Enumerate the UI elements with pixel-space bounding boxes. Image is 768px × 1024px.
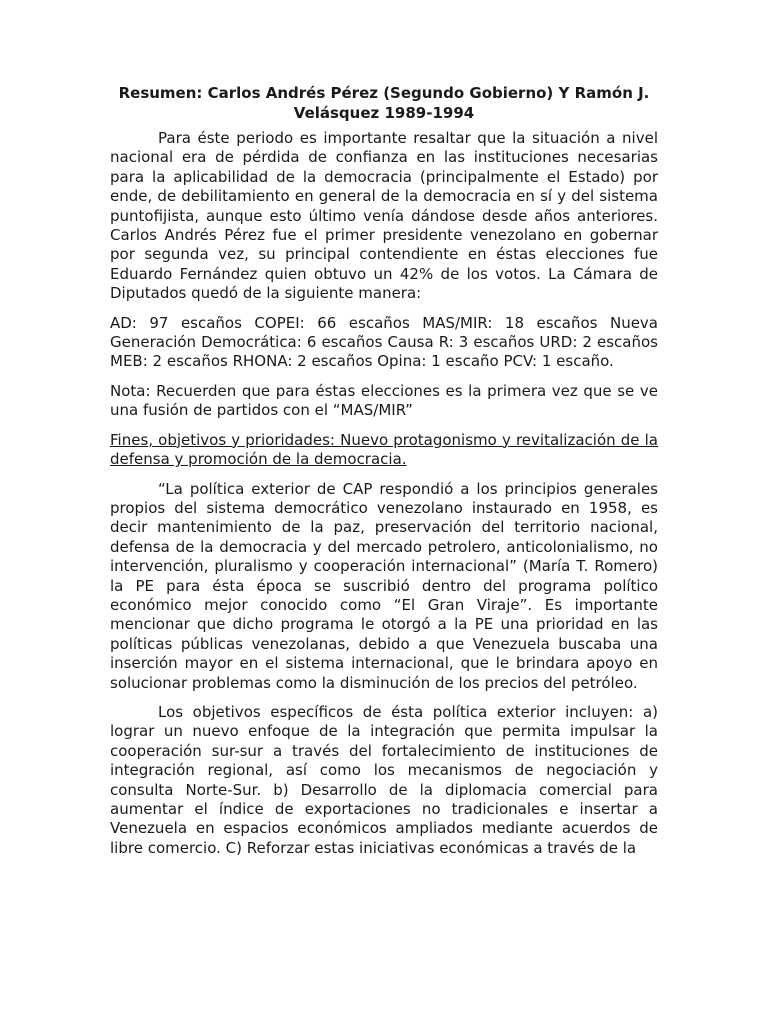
document-body bbox=[110, 83, 658, 868]
paragraph-note: Nota: Recuerden que para éstas elecciones es la primera vez que se ve una fusión de partidos con el “MAS/MIR” bbox=[110, 381, 658, 420]
paragraph-foreign-policy: “La política exterior de CAP respondió a los principios generales propios del sistema democrático venezolano instaurado en 1958, es decir mantenimiento de la paz, preservación del territorio nacional, defensa de la democracia y del mercado petrolero, anticolonialismo, no intervención, pluralismo y cooperación internacional” (María T. Romero) la PE para ésta época se suscribió dentro del programa político económico mejor conocido como “El Gran Viraje”. Es importante mencionar que dicho programa le otorgó a la PE una prioridad en las políticas públicas venezolanas, debido a que Venezuela buscaba una inserción mayor en el sistema internacional, que le brindara apoyo en solucionar problemas como la disminución de los precios del petróleo. bbox=[110, 479, 658, 692]
paragraph-objectives: Los objetivos específicos de ésta política exterior incluyen: a) lograr un nuevo enfoque de la integración que permita impulsar la cooperación sur-sur a través del fortalecimiento de instituciones de integración regional, así como los mecanismos de negociación y consulta Norte-Sur. b) Desarrollo de la diplomacia comercial para aumentar el índice de exportaciones no tradicionales e insertar a Venezuela en espacios económicos ampliados mediante acuerdos de libre comercio. C) Reforzar estas iniciativas económicas a través de la bbox=[110, 702, 658, 857]
document-title: Resumen: Carlos Andrés Pérez (Segundo Gobierno) Y Ramón J. Velásquez 1989-1994 bbox=[118, 84, 650, 122]
paragraph-context: Para éste periodo es importante resaltar que la situación a nivel nacional era de pérdida de confianza en las instituciones necesarias para la aplicabilidad de la democracia (principalmente el Estado) por ende, de debilitamiento en general de la democracia en sí y del sistema puntofijista, aunque esto último venía dándose desde años anteriores. Carlos Andrés Pérez fue el primer presidente venezolano en gobernar por segunda vez, su principal contendiente en éstas elecciones fue Eduardo Fernández quien obtuvo un 42% de los votos. La Cámara de Diputados quedó de la siguiente manera: bbox=[110, 129, 658, 303]
paragraph-seats: AD: 97 escaños COPEI: 66 escaños MAS/MIR: 18 escaños Nueva Generación Democrática: 6 escaños Causa R: 3 escaños URD: 2 escaños MEB: 2 escaños RHONA: 2 escaños Opina: 1 escaño PCV: 1 escaño. bbox=[110, 313, 658, 371]
section-heading-goals: Fines, objetivos y prioridades: Nuevo protagonismo y revitalización de la defensa y promoción de la democracia. bbox=[110, 430, 658, 469]
